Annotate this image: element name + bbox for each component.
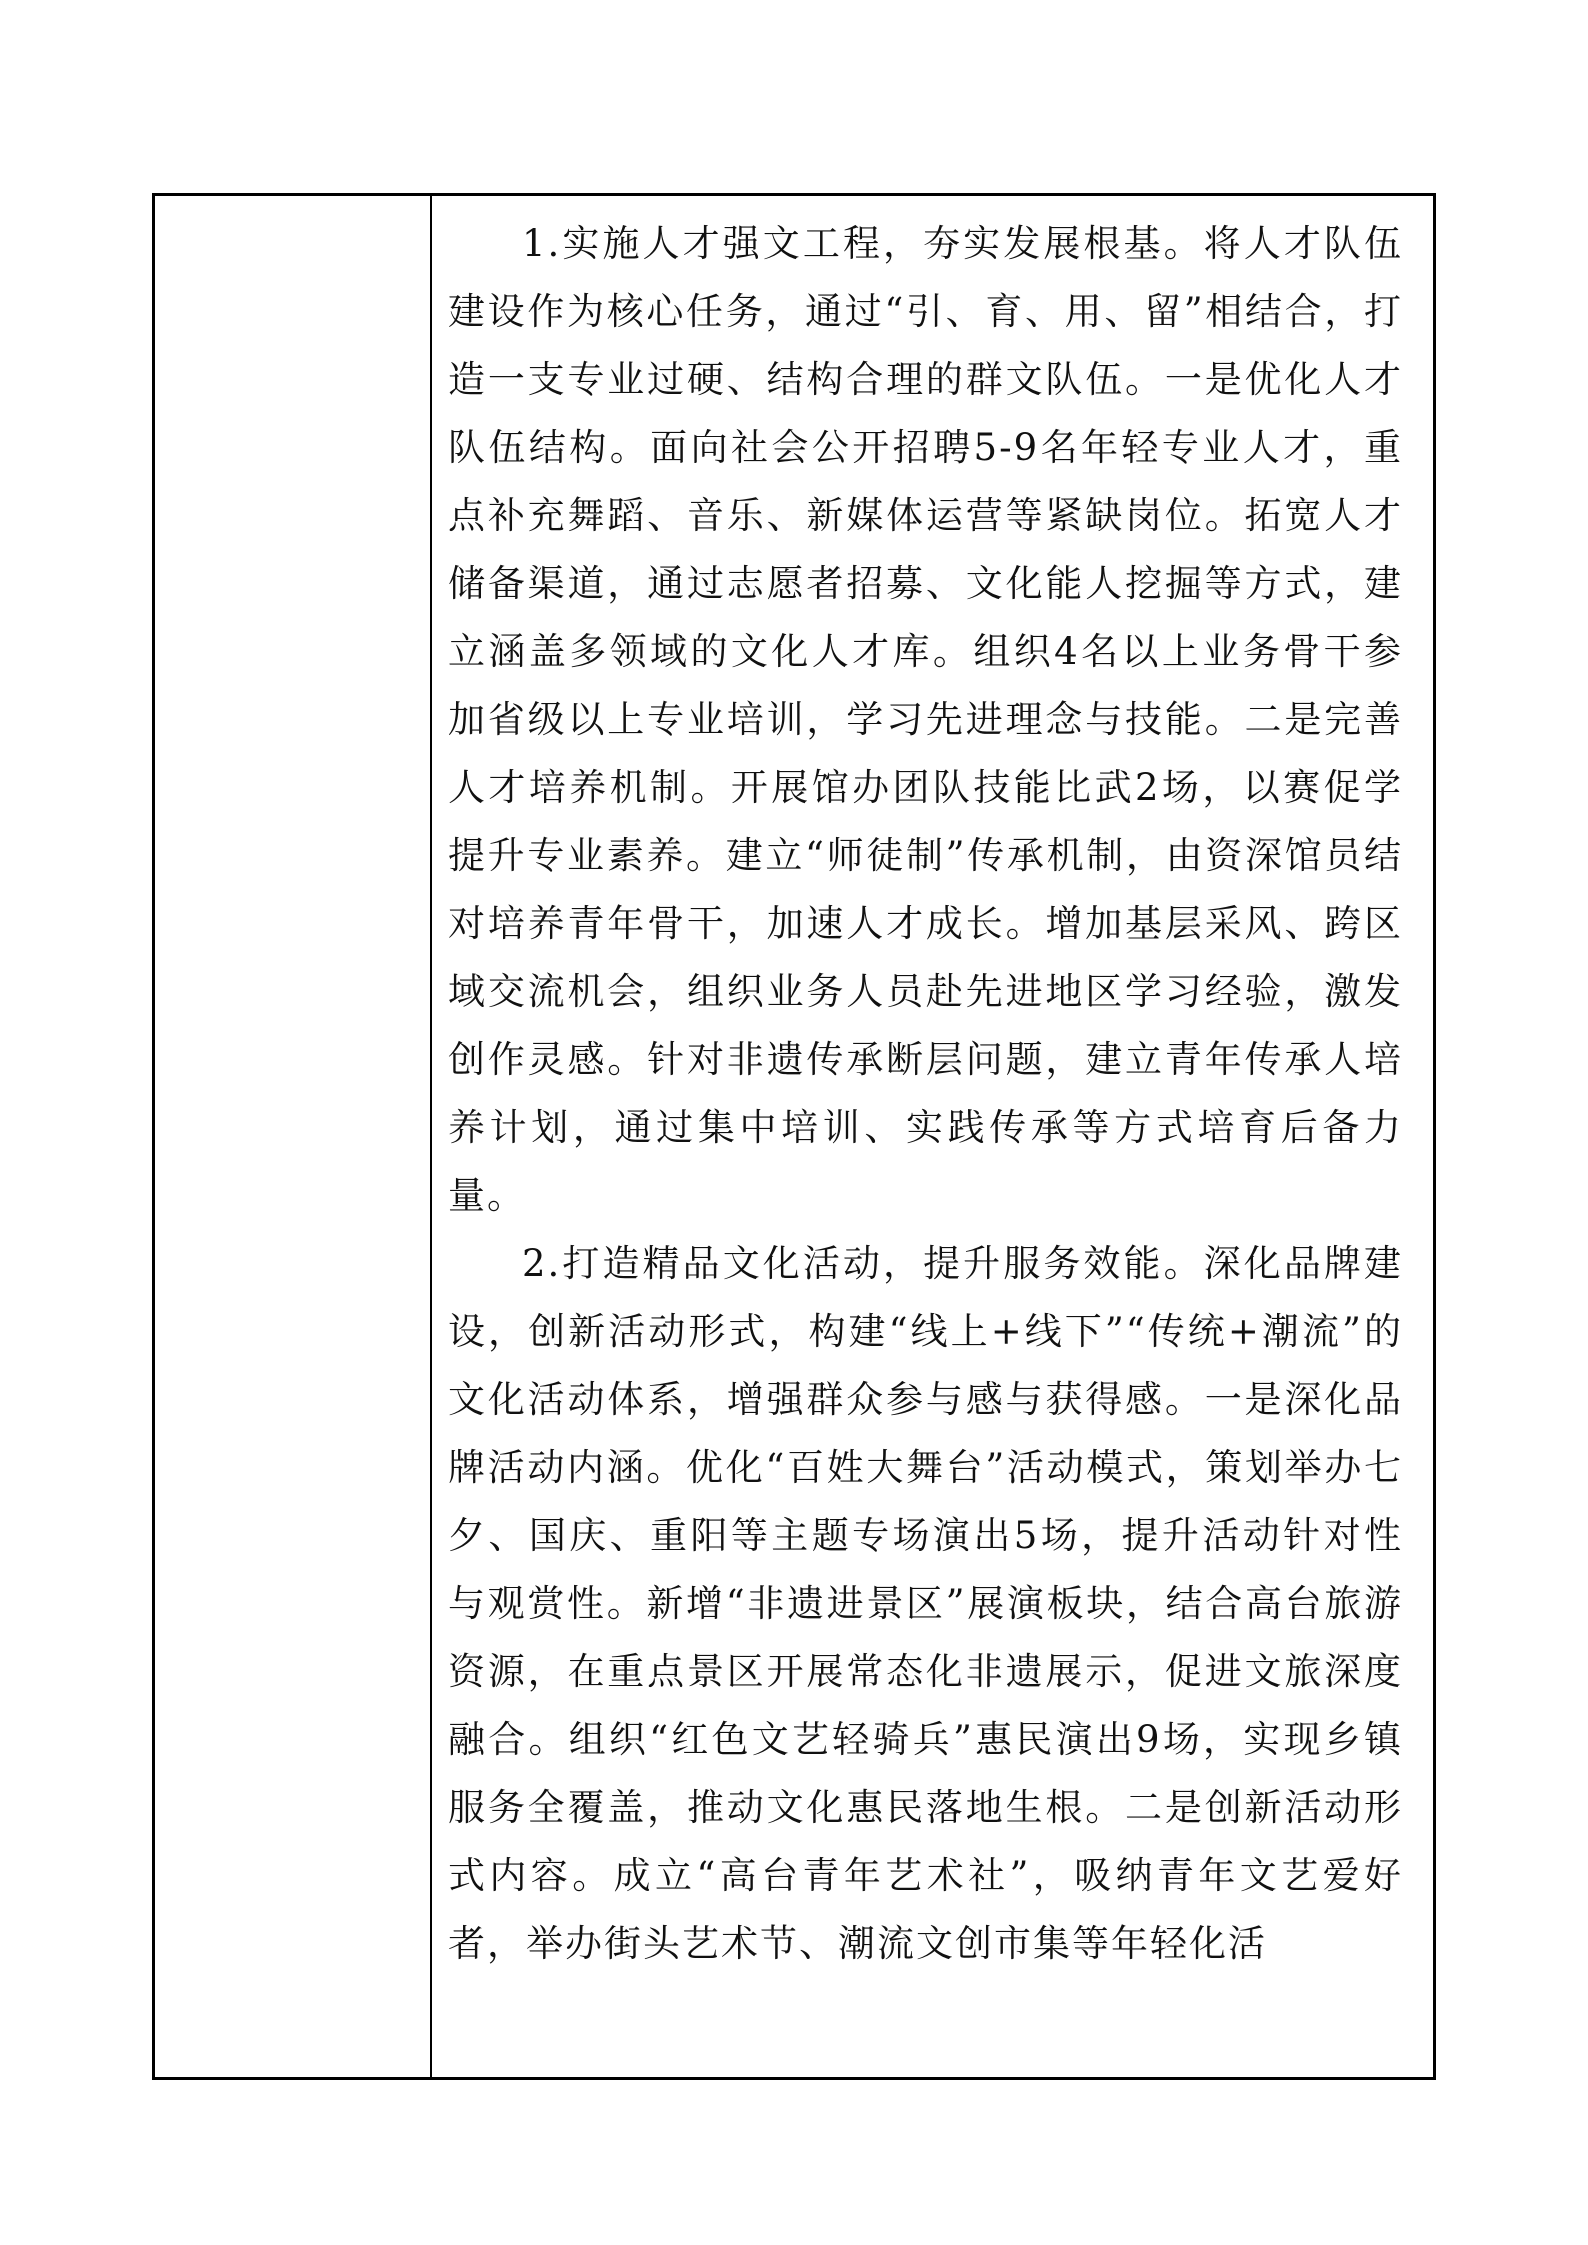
paragraph-cultural-activities: 2.打造精品文化活动，提升服务效能。深化品牌建设，创新活动形式，构建“线上+线下”“传统+潮流”的文化活动体系，增强群众参与感与获得感。一是深化品牌活动内涵。优化“百姓大舞台”活动模式，策划举办七夕、国庆、重阳等主题专场演出5场，提升活动针对性与观赏性。新增“非遗进景区”展演板块，结合高台旅游资源，在重点景区开展常态化非遗展示，促进文旅深度融合。组织“红色文艺轻骑兵”惠民演出9场，实现乡镇服务全覆盖，推动文化惠民落地生根。二是创新活动形式内容。成立“高台青年艺术社”，吸纳青年文艺爱好者，举办街头艺术节、潮流文创市集等年轻化活 <box>448 1242 1403 1965</box>
table-content-cell <box>432 196 1433 2077</box>
paragraph-talent-project: 1.实施人才强文工程，夯实发展根基。将人才队伍建设作为核心任务，通过“引、育、用、留”相结合，打造一支专业过硬、结构合理的群文队伍。一是优化人才队伍结构。面向社会公开招聘5-9名年轻专业人才，重点补充舞蹈、音乐、新媒体运营等紧缺岗位。拓宽人才储备渠道，通过志愿者招募、文化能人挖掘等方式，建立涵盖多领域的文化人才库。组织4名以上业务骨干参加省级以上专业培训，学习先进理念与技能。二是完善人才培养机制。开展馆办团队技能比武2场，以赛促学提升专业素养。建立“师徒制”传承机制，由资深馆员结对培养青年骨干，加速人才成长。增加基层采风、跨区域交流机会，组织业务人员赴先进地区学习经验，激发创作灵感。针对非遗传承断层问题，建立青年传承人培养计划，通过集中培训、实践传承等方式培育后备力量。 <box>448 222 1403 1217</box>
form-table <box>152 193 1436 2080</box>
table-label-cell <box>155 196 432 2077</box>
